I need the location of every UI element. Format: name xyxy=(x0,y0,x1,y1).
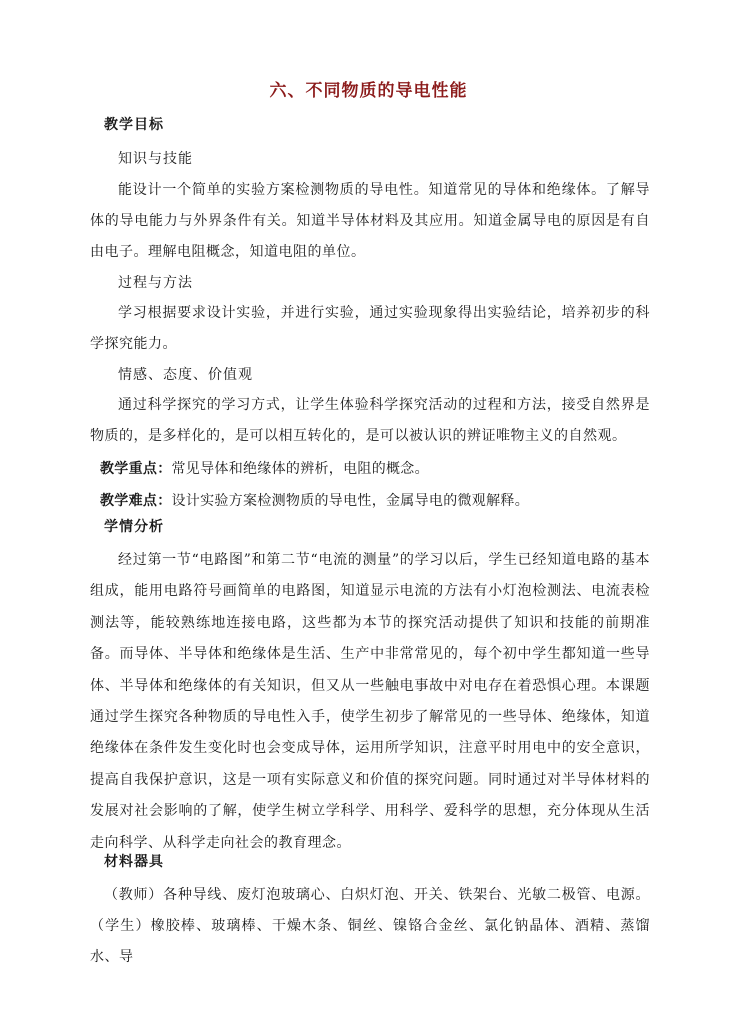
key-points-label: 教学重点： xyxy=(100,461,172,477)
document-title: 六、不同物质的导电性能 xyxy=(269,81,468,101)
difficulties xyxy=(100,490,529,510)
difficulties-label: 教学难点： xyxy=(100,493,172,509)
objectives-heading: 教学目标 xyxy=(104,117,164,133)
materials-text: （教师）各种导线、废灯泡玻璃心、白炽灯泡、开关、铁架台、光敏二极管、电源。（学生）橡胶棒、玻璃棒、干燥木条、铜丝、镍铬合金丝、氯化钠晶体、酒精、蒸馏水、导 xyxy=(90,887,650,965)
analysis-heading: 学情分析 xyxy=(104,519,164,535)
attitude-values-text: 通过科学探究的学习方式，让学生体验科学探究活动的过程和方法，接受自然界是物质的，是多样化的，是可以相互转化的，是可以被认识的辨证唯物主义的自然观。 xyxy=(90,397,650,444)
attitude-values-label: 情感、态度、价值观 xyxy=(118,367,253,383)
knowledge-skills-label: 知识与技能 xyxy=(118,151,193,167)
analysis-text: 经过第一节“电路图”和第二节“电流的测量”的学习以后，学生已经知道电路的基本组成，能用电路符号画简单的电路图，知道显示电流的方法有小灯泡检测法、电流表检测法等，能较熟练地连接电路，这些都为本节的探究活动提供了知识和技能的前期准备。而导体、半导体和绝缘体是生活、生产中非常常见的，每个初中学生都知道一些导体、半导体和绝缘体的有关知识，但又从一些触电事故中对电存在着恐惧心理。本课题通过学生探究各种物质的导电性入手，使学生初步了解常见的一些导体、绝缘体，知道绝缘体在条件发生变化时也会变成导体，运用所学知识，注意平时用电中的安全意识，提高自我保护意识，这是一项有实际意义和价值的探究问题。同时通过对半导体材料的发展对社会影响的了解，使学生树立学科学、用科学、爱科学的思想，充分体现从生活走向科学、从科学走向社会的教育理念。 xyxy=(90,552,650,851)
key-points-text: 常见导体和绝缘体的辨析，电阻的概念。 xyxy=(171,461,429,477)
materials-heading: 材料器具 xyxy=(104,854,164,870)
key-points xyxy=(100,458,429,478)
difficulties-text: 设计实验方案检测物质的导电性，金属导电的微观解释。 xyxy=(171,493,529,509)
knowledge-skills-text: 能设计一个简单的实验方案检测物质的导电性。知道常见的导体和绝缘体。了解导体的导电能力与外界条件有关。知道半导体材料及其应用。知道金属导电的原因是有自由电子。理解电阻概念，知道电阻的单位。 xyxy=(90,182,650,260)
process-methods-text: 学习根据要求设计实验，并进行实验，通过实验现象得出实验结论，培养初步的科学探究能力。 xyxy=(90,305,650,352)
process-methods-label: 过程与方法 xyxy=(118,275,193,291)
